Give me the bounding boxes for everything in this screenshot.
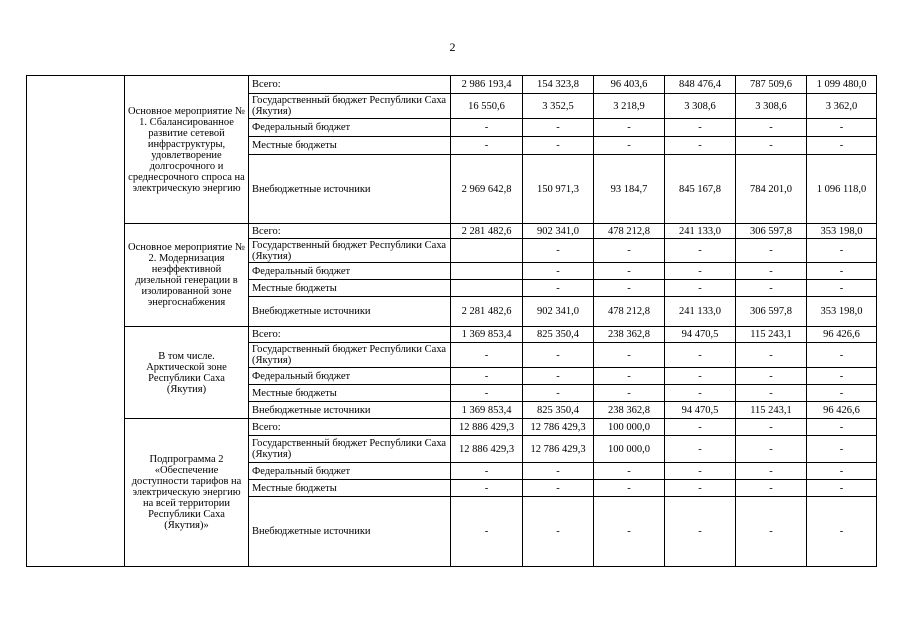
value-cell: - xyxy=(523,119,594,137)
value-cell: 12 786 429,3 xyxy=(523,419,594,436)
value-cell: 96 426,6 xyxy=(807,402,877,419)
table-row xyxy=(27,224,877,239)
value-cell: 353 198,0 xyxy=(807,224,877,239)
value-cell: 3 218,9 xyxy=(594,94,665,119)
measure-title: В том числе. Арктической зоне Республики Саха (Якутия) xyxy=(125,327,249,419)
source-label: Федеральный бюджет xyxy=(249,368,451,385)
source-label: Федеральный бюджет xyxy=(249,263,451,280)
value-cell: - xyxy=(807,480,877,497)
value-cell: - xyxy=(665,368,736,385)
value-cell: - xyxy=(736,343,807,368)
value-cell: 241 133,0 xyxy=(665,224,736,239)
budget-table-body xyxy=(27,76,877,567)
source-label: Всего: xyxy=(249,224,451,239)
value-cell: - xyxy=(665,263,736,280)
value-cell: - xyxy=(594,463,665,480)
source-label: Внебюджетные источники xyxy=(249,402,451,419)
value-cell: - xyxy=(807,368,877,385)
value-cell: - xyxy=(807,343,877,368)
value-cell: 115 243,1 xyxy=(736,327,807,343)
value-cell: 825 350,4 xyxy=(523,327,594,343)
value-cell: - xyxy=(807,419,877,436)
value-cell: - xyxy=(594,368,665,385)
value-cell: - xyxy=(665,137,736,155)
value-cell: - xyxy=(594,480,665,497)
value-cell: 306 597,8 xyxy=(736,224,807,239)
value-cell xyxy=(451,239,523,263)
table-row xyxy=(27,419,877,436)
value-cell: 3 308,6 xyxy=(665,94,736,119)
budget-table xyxy=(26,75,877,567)
value-cell: - xyxy=(594,385,665,402)
value-cell: 241 133,0 xyxy=(665,297,736,327)
value-cell: 1 369 853,4 xyxy=(451,327,523,343)
value-cell: - xyxy=(807,385,877,402)
value-cell: 825 350,4 xyxy=(523,402,594,419)
value-cell: - xyxy=(736,385,807,402)
value-cell: - xyxy=(736,137,807,155)
value-cell: 478 212,8 xyxy=(594,224,665,239)
page-number: 2 xyxy=(449,40,456,54)
value-cell: - xyxy=(807,239,877,263)
source-label: Государственный бюджет Республики Саха (Якутия) xyxy=(249,94,451,119)
value-cell: 353 198,0 xyxy=(807,297,877,327)
value-cell: - xyxy=(736,263,807,280)
table-row xyxy=(27,327,877,343)
value-cell: - xyxy=(807,263,877,280)
value-cell: - xyxy=(594,497,665,567)
value-cell: 306 597,8 xyxy=(736,297,807,327)
value-cell: - xyxy=(736,419,807,436)
value-cell: - xyxy=(523,385,594,402)
value-cell: 784 201,0 xyxy=(736,155,807,224)
value-cell: 3 352,5 xyxy=(523,94,594,119)
value-cell: - xyxy=(523,368,594,385)
value-cell: 848 476,4 xyxy=(665,76,736,94)
source-label: Всего: xyxy=(249,327,451,343)
value-cell: 16 550,6 xyxy=(451,94,523,119)
value-cell: - xyxy=(451,137,523,155)
value-cell: 2 986 193,4 xyxy=(451,76,523,94)
value-cell: - xyxy=(665,497,736,567)
value-cell: 2 281 482,6 xyxy=(451,224,523,239)
value-cell: 478 212,8 xyxy=(594,297,665,327)
value-cell: - xyxy=(736,436,807,463)
value-cell: 845 167,8 xyxy=(665,155,736,224)
value-cell: - xyxy=(665,480,736,497)
value-cell: - xyxy=(665,343,736,368)
blank-column-cell xyxy=(27,76,125,567)
value-cell: - xyxy=(523,280,594,297)
value-cell: - xyxy=(736,119,807,137)
value-cell: - xyxy=(594,119,665,137)
source-label: Всего: xyxy=(249,419,451,436)
value-cell: 154 323,8 xyxy=(523,76,594,94)
value-cell: 3 308,6 xyxy=(736,94,807,119)
value-cell: - xyxy=(736,463,807,480)
value-cell: 12 886 429,3 xyxy=(451,419,523,436)
value-cell: 115 243,1 xyxy=(736,402,807,419)
source-label: Внебюджетные источники xyxy=(249,155,451,224)
value-cell: - xyxy=(807,137,877,155)
measure-title: Основное мероприятие № 1. Сбалансированное развитие сетевой инфраструктуры, удовлетворение долгосрочного и среднесрочного спроса на электрическую энергию xyxy=(125,76,249,224)
value-cell: - xyxy=(665,419,736,436)
value-cell: 96 403,6 xyxy=(594,76,665,94)
value-cell: - xyxy=(451,343,523,368)
value-cell: - xyxy=(594,280,665,297)
value-cell: 1 099 480,0 xyxy=(807,76,877,94)
value-cell: - xyxy=(736,497,807,567)
value-cell: - xyxy=(665,119,736,137)
value-cell: - xyxy=(451,463,523,480)
value-cell xyxy=(451,263,523,280)
value-cell xyxy=(451,280,523,297)
value-cell: - xyxy=(451,480,523,497)
value-cell: - xyxy=(736,280,807,297)
value-cell: - xyxy=(807,119,877,137)
value-cell: - xyxy=(523,480,594,497)
value-cell: - xyxy=(523,463,594,480)
value-cell: - xyxy=(807,436,877,463)
value-cell: - xyxy=(523,239,594,263)
source-label: Всего: xyxy=(249,76,451,94)
source-label: Местные бюджеты xyxy=(249,280,451,297)
value-cell: 93 184,7 xyxy=(594,155,665,224)
value-cell: 1 369 853,4 xyxy=(451,402,523,419)
source-label: Государственный бюджет Республики Саха (Якутия) xyxy=(249,343,451,368)
value-cell: 2 281 482,6 xyxy=(451,297,523,327)
value-cell: - xyxy=(523,137,594,155)
value-cell: - xyxy=(523,343,594,368)
value-cell: 902 341,0 xyxy=(523,224,594,239)
source-label: Внебюджетные источники xyxy=(249,297,451,327)
value-cell: 1 096 118,0 xyxy=(807,155,877,224)
source-label: Местные бюджеты xyxy=(249,480,451,497)
value-cell: - xyxy=(523,497,594,567)
value-cell: - xyxy=(665,239,736,263)
source-label: Внебюджетные источники xyxy=(249,497,451,567)
value-cell: - xyxy=(594,239,665,263)
value-cell: - xyxy=(665,280,736,297)
value-cell: - xyxy=(665,463,736,480)
source-label: Федеральный бюджет xyxy=(249,119,451,137)
value-cell: 12 886 429,3 xyxy=(451,436,523,463)
value-cell: - xyxy=(523,263,594,280)
value-cell: - xyxy=(665,436,736,463)
value-cell: 96 426,6 xyxy=(807,327,877,343)
value-cell: - xyxy=(736,368,807,385)
value-cell: - xyxy=(451,385,523,402)
value-cell: - xyxy=(807,280,877,297)
table-row xyxy=(27,76,877,94)
value-cell: 94 470,5 xyxy=(665,402,736,419)
source-label: Государственный бюджет Республики Саха (Якутия) xyxy=(249,239,451,263)
value-cell: 150 971,3 xyxy=(523,155,594,224)
value-cell: - xyxy=(807,463,877,480)
value-cell: 2 969 642,8 xyxy=(451,155,523,224)
value-cell: 100 000,0 xyxy=(594,436,665,463)
value-cell: - xyxy=(594,137,665,155)
measure-title: Основное мероприятие № 2. Модернизация неэффективной дизельной генерации в изолированной зоне энергоснабжения xyxy=(125,224,249,327)
source-label: Федеральный бюджет xyxy=(249,463,451,480)
value-cell: - xyxy=(594,343,665,368)
value-cell: 3 362,0 xyxy=(807,94,877,119)
measure-title: Подпрограмма 2 «Обеспечение доступности тарифов на электрическую энергию на всей территории Республики Саха (Якутия)» xyxy=(125,419,249,567)
value-cell: 902 341,0 xyxy=(523,297,594,327)
source-label: Местные бюджеты xyxy=(249,137,451,155)
value-cell: - xyxy=(594,263,665,280)
value-cell: - xyxy=(807,497,877,567)
value-cell: 100 000,0 xyxy=(594,419,665,436)
value-cell: 238 362,8 xyxy=(594,327,665,343)
value-cell: - xyxy=(736,239,807,263)
value-cell: 12 786 429,3 xyxy=(523,436,594,463)
value-cell: 238 362,8 xyxy=(594,402,665,419)
value-cell: - xyxy=(451,368,523,385)
value-cell: - xyxy=(736,480,807,497)
value-cell: - xyxy=(451,497,523,567)
value-cell: 94 470,5 xyxy=(665,327,736,343)
value-cell: 787 509,6 xyxy=(736,76,807,94)
source-label: Местные бюджеты xyxy=(249,385,451,402)
value-cell: - xyxy=(451,119,523,137)
source-label: Государственный бюджет Республики Саха (Якутия) xyxy=(249,436,451,463)
value-cell: - xyxy=(665,385,736,402)
